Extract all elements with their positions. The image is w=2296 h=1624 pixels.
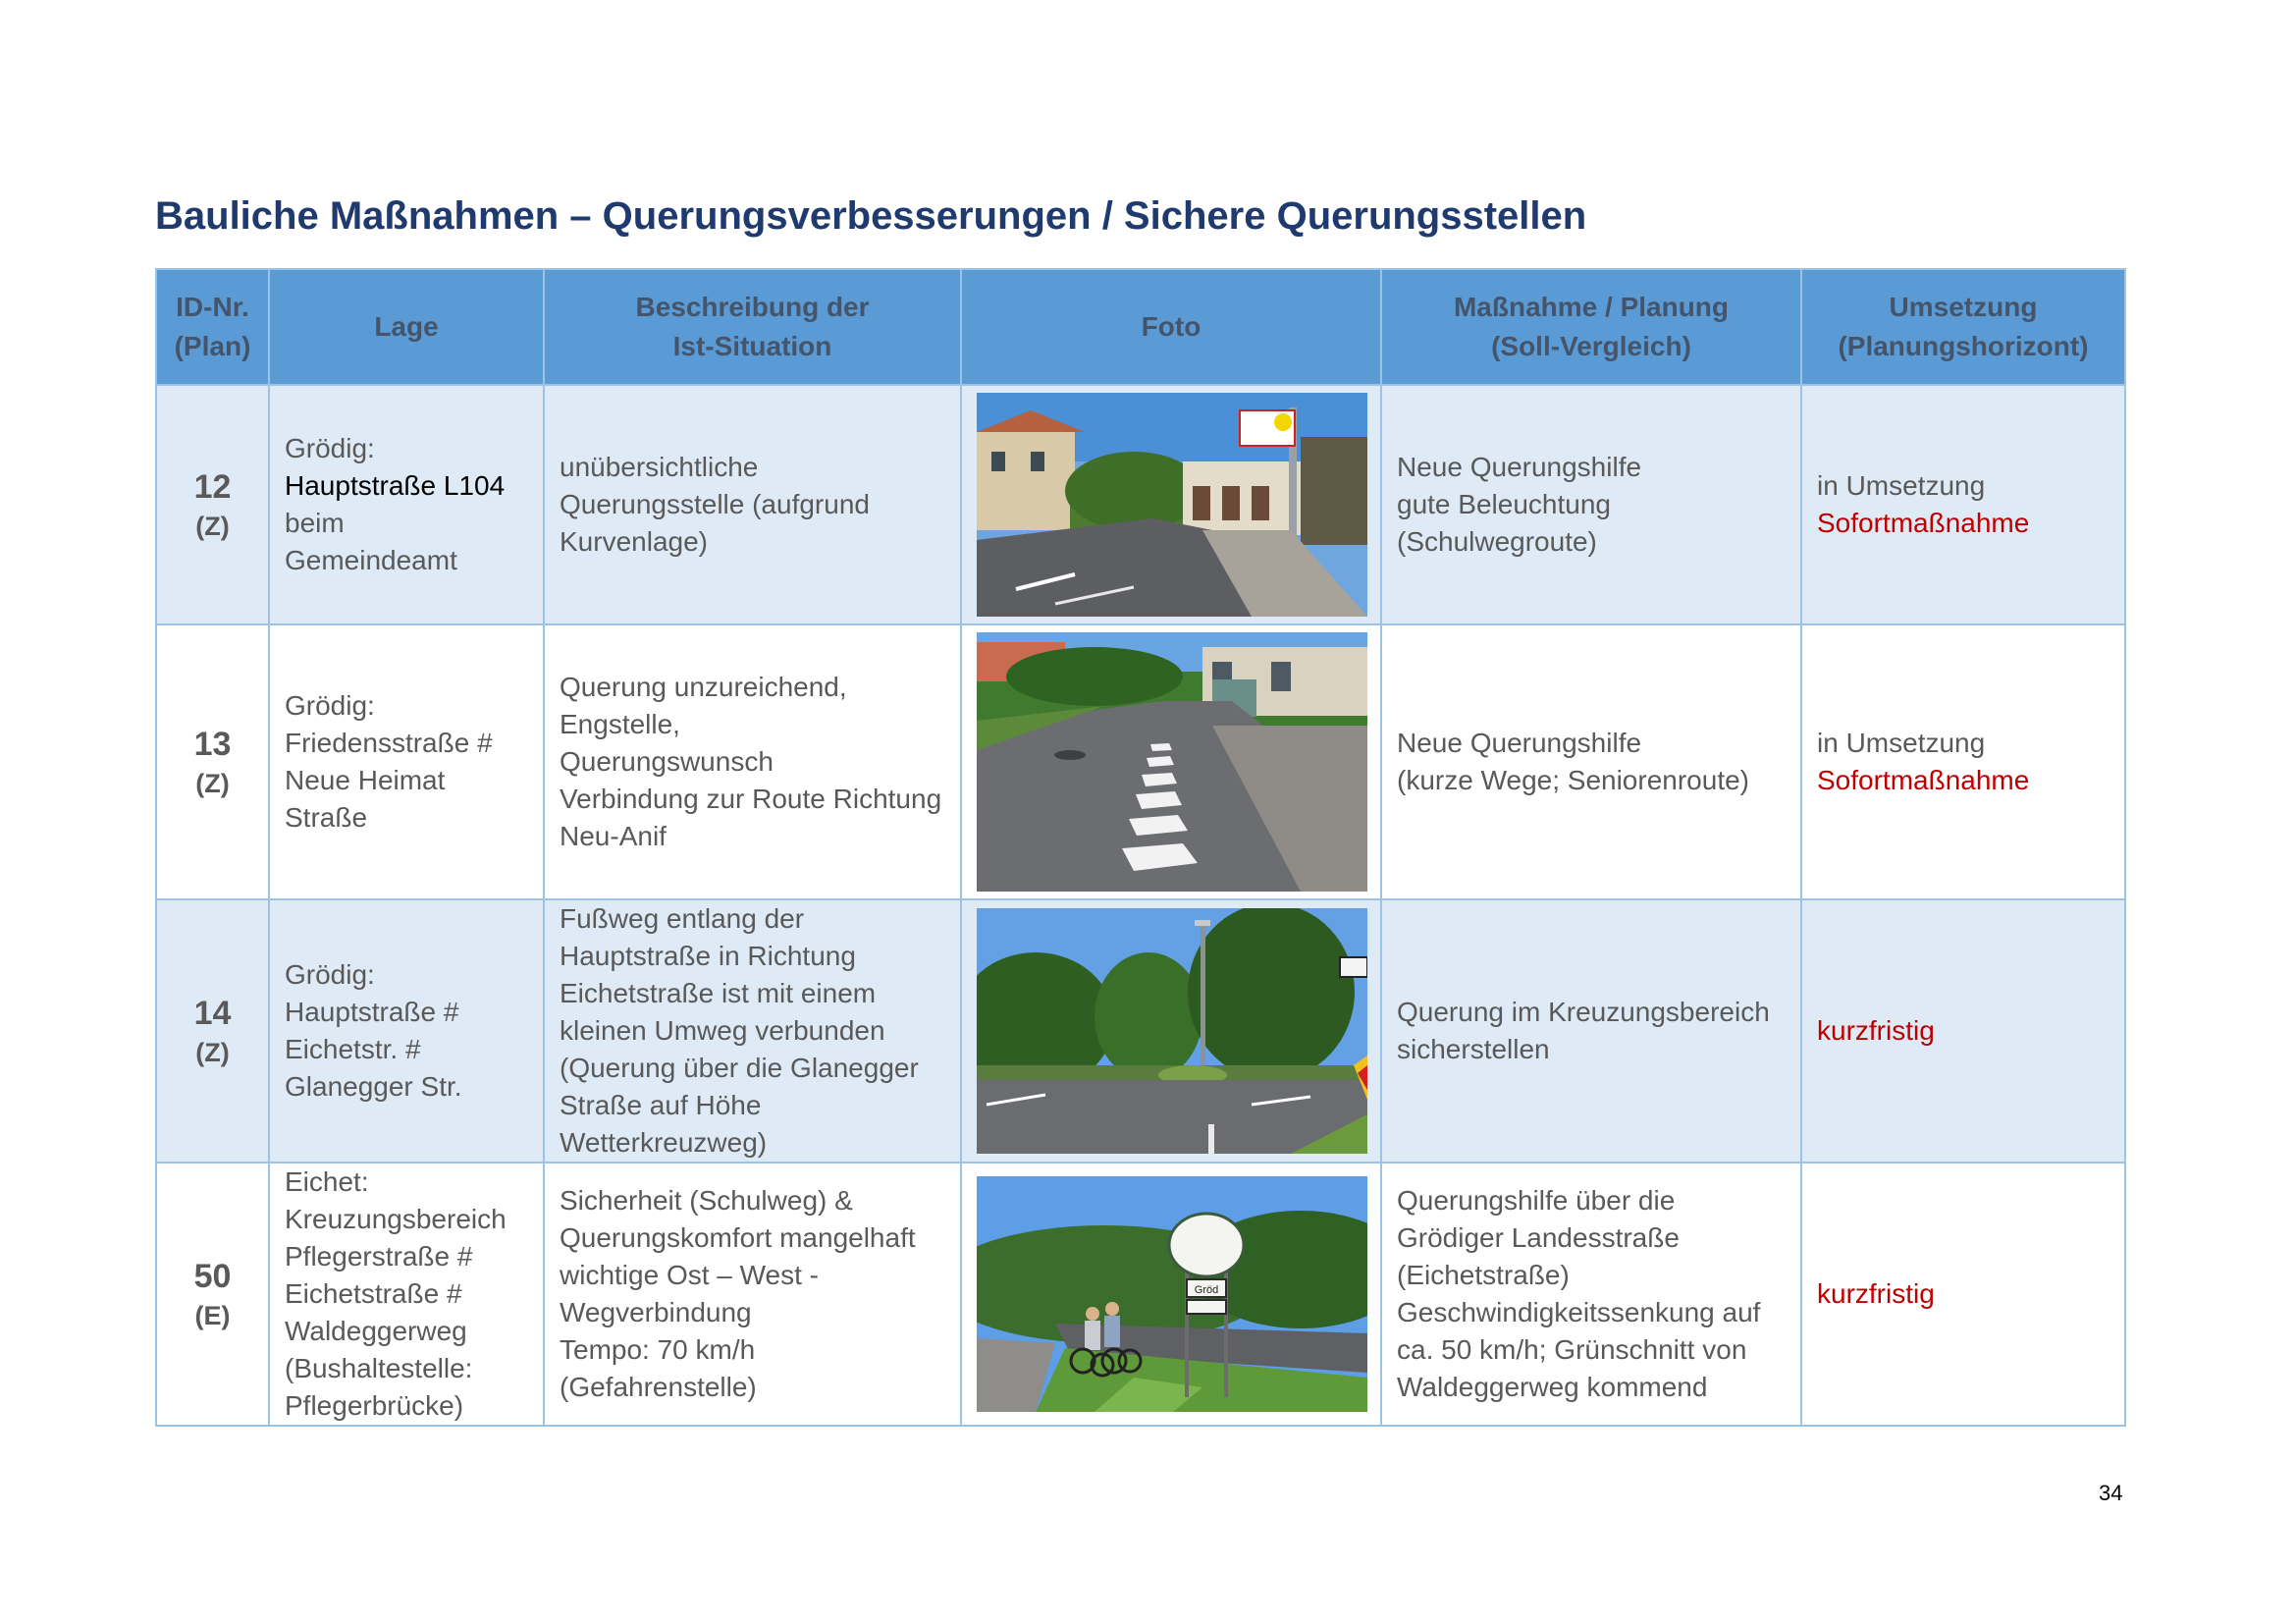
row-foto [961,385,1381,624]
row-foto [961,899,1381,1163]
row-lage: Eichet: Kreuzungsbereich Pflegerstraße # Eichetstraße # Waldeggerweg (Bushaltestelle: Pflegerbrücke) [269,1163,544,1426]
row-massnahme: Querung im Kreuzungsbereich sicherstellen [1381,899,1801,1163]
photo-zebra-crossing [977,632,1367,892]
page-title: Bauliche Maßnahmen – Querungsverbesserungen / Sichere Querungsstellen [155,194,1587,238]
page-number: 34 [2099,1481,2123,1505]
table-row [156,899,2125,1163]
row-umsetzung: in Umsetzung Sofortmaßnahme [1801,624,2125,899]
row-foto [961,624,1381,899]
table-row [156,624,2125,899]
row-lage: Grödig: Hauptstraße L104 beim Gemeindeamt [269,385,544,624]
row-umsetzung: in Umsetzung Sofortmaßnahme [1801,385,2125,624]
header-beschreibung: Beschreibung der Ist-Situation [544,269,961,385]
table-header-row [156,269,2125,385]
table-row [156,385,2125,624]
row-lage: Grödig: Friedensstraße # Neue Heimat Straße [269,624,544,899]
header-umsetzung: Umsetzung (Planungshorizont) [1801,269,2125,385]
row-beschreibung: Sicherheit (Schulweg) & Querungskomfort mangelhaft wichtige Ost – West - Wegverbindung Tempo: 70 km/h (Gefahrenstelle) [544,1163,961,1426]
row-id: 12 (Z) [156,385,269,624]
sign-text: Gröd [1194,1284,1219,1296]
row-beschreibung: Querung unzureichend, Engstelle, Querungswunsch Verbindung zur Route Richtung Neu-Anif [544,624,961,899]
row-umsetzung: kurzfristig [1801,1163,2125,1426]
row-foto [961,1163,1381,1426]
photo-road-bus-stop [977,393,1367,617]
row-beschreibung: Fußweg entlang der Hauptstraße in Richtung Eichetstraße ist mit einem kleinen Umweg verbunden (Querung über die Glanegger Straße auf Höhe Wetterkreuzweg) [544,899,961,1163]
row-beschreibung: unübersichtliche Querungsstelle (aufgrund Kurvenlage) [544,385,961,624]
header-id: ID-Nr. (Plan) [156,269,269,385]
photo-intersection [977,908,1367,1154]
photo-cyclists-sign [977,1176,1367,1412]
measures-table [155,268,2126,1427]
header-massnahme: Maßnahme / Planung (Soll-Vergleich) [1381,269,1801,385]
header-foto: Foto [961,269,1381,385]
row-umsetzung: kurzfristig [1801,899,2125,1163]
table-row [156,1163,2125,1426]
row-massnahme: Neue Querungshilfe gute Beleuchtung (Schulwegroute) [1381,385,1801,624]
row-massnahme: Querungshilfe über die Grödiger Landesstraße (Eichetstraße) Geschwindigkeitssenkung auf ca. 50 km/h; Grünschnitt von Waldeggerweg kommend [1381,1163,1801,1426]
row-id: 14 (Z) [156,899,269,1163]
row-massnahme: Neue Querungshilfe (kurze Wege; Seniorenroute) [1381,624,1801,899]
row-id: 50 (E) [156,1163,269,1426]
row-id: 13 (Z) [156,624,269,899]
row-lage: Grödig: Hauptstraße # Eichetstr. # Glanegger Str. [269,899,544,1163]
header-lage: Lage [269,269,544,385]
